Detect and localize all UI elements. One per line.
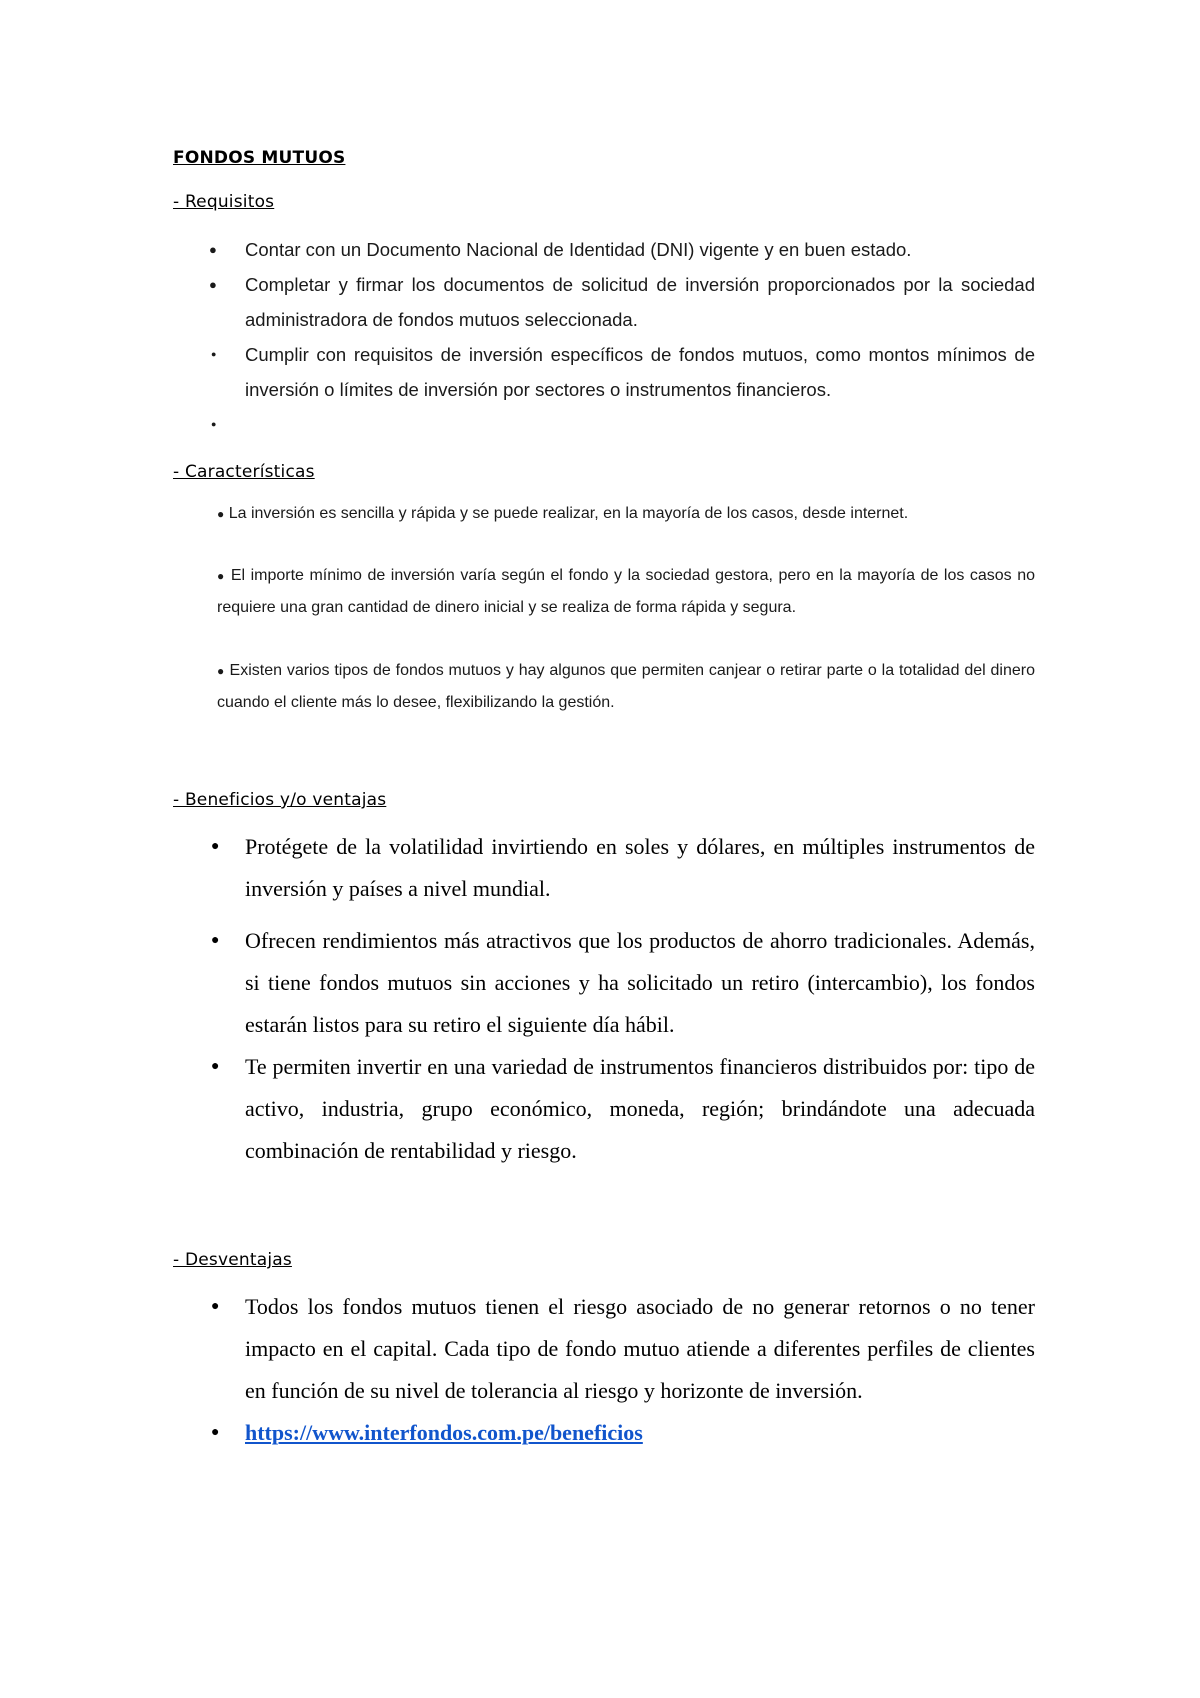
section-heading-desventajas: - Desventajas	[173, 1250, 292, 1270]
caracteristica-paragraph: ● La inversión es sencilla y rápida y se puede realizar, en la mayoría de los casos, desde internet.	[217, 505, 909, 522]
bullet-icon: ●	[211, 1425, 220, 1440]
list-item	[205, 1412, 1035, 1454]
beneficios-list	[205, 826, 1035, 1172]
list-item: ● Todos los fondos mutuos tienen el riesgo asociado de no generar retornos o no tener impacto en el capital. Cada tipo de fondo mutuo atiende a diferentes perfiles de clientes en función de su nivel de tolerancia al riesgo y horizonte de inversión.	[205, 1286, 1035, 1412]
bullet-icon: ●	[217, 507, 225, 521]
bullet-icon: ●	[211, 933, 220, 948]
list-item: ● Te permiten invertir en una variedad de instrumentos financieros distribuidos por: tipo de activo, industria, grupo económico, moneda, región; brindándote una adecuada combinación de rentabilidad y riesgo.	[205, 1046, 1035, 1172]
section-heading-beneficios: - Beneficios y/o ventajas	[173, 790, 387, 810]
bullet-icon: ●	[211, 1059, 220, 1074]
requisitos-list	[205, 232, 1035, 429]
section-heading-requisitos: - Requisitos	[173, 192, 275, 212]
desventajas-list	[205, 1286, 1035, 1454]
caracteristica-paragraph: ● Existen varios tipos de fondos mutuos y hay algunos que permiten canjear o retirar parte o la totalidad del dinero cuando el cliente más lo desee, flexibilizando la gestión.	[217, 662, 1036, 711]
bullet-icon: ●	[209, 277, 217, 292]
list-item: ● Cumplir con requisitos de inversión específicos de fondos mutuos, como montos mínimos de inversión o límites de inversión por sectores o instrumentos financieros.	[205, 337, 1035, 407]
bullet-icon: ●	[211, 349, 217, 359]
reference-link[interactable]: https://www.interfondos.com.pe/beneficios	[245, 1420, 643, 1445]
list-item: ● Ofrecen rendimientos más atractivos que los productos de ahorro tradicionales. Además, si tiene fondos mutuos sin acciones y ha solicitado un retiro (intercambio), los fondos estarán listos para su retiro el siguiente día hábil.	[205, 920, 1035, 1046]
list-item: ● Contar con un Documento Nacional de Identidad (DNI) vigente y en buen estado.	[205, 232, 1035, 267]
bullet-icon: ●	[211, 419, 217, 429]
bullet-icon: ●	[217, 664, 225, 678]
bullet-icon: ●	[211, 1299, 220, 1314]
section-heading-caracteristicas: - Características	[173, 462, 315, 482]
bullet-icon: ●	[209, 242, 217, 257]
bullet-icon: ●	[211, 839, 220, 854]
document-title: FONDOS MUTUOS	[173, 148, 346, 168]
bullet-icon: ●	[217, 569, 226, 583]
caracteristica-paragraph: ● El importe mínimo de inversión varía según el fondo y la sociedad gestora, pero en la mayoría de los casos no requiere una gran cantidad de dinero inicial y se realiza de forma rápida y segura.	[217, 567, 1035, 616]
list-item: ● Protégete de la volatilidad invirtiendo en soles y dólares, en múltiples instrumentos de inversión y países a nivel mundial.	[205, 826, 1035, 910]
list-item: ● Completar y firmar los documentos de solicitud de inversión proporcionados por la sociedad administradora de fondos mutuos seleccionada.	[205, 267, 1035, 337]
